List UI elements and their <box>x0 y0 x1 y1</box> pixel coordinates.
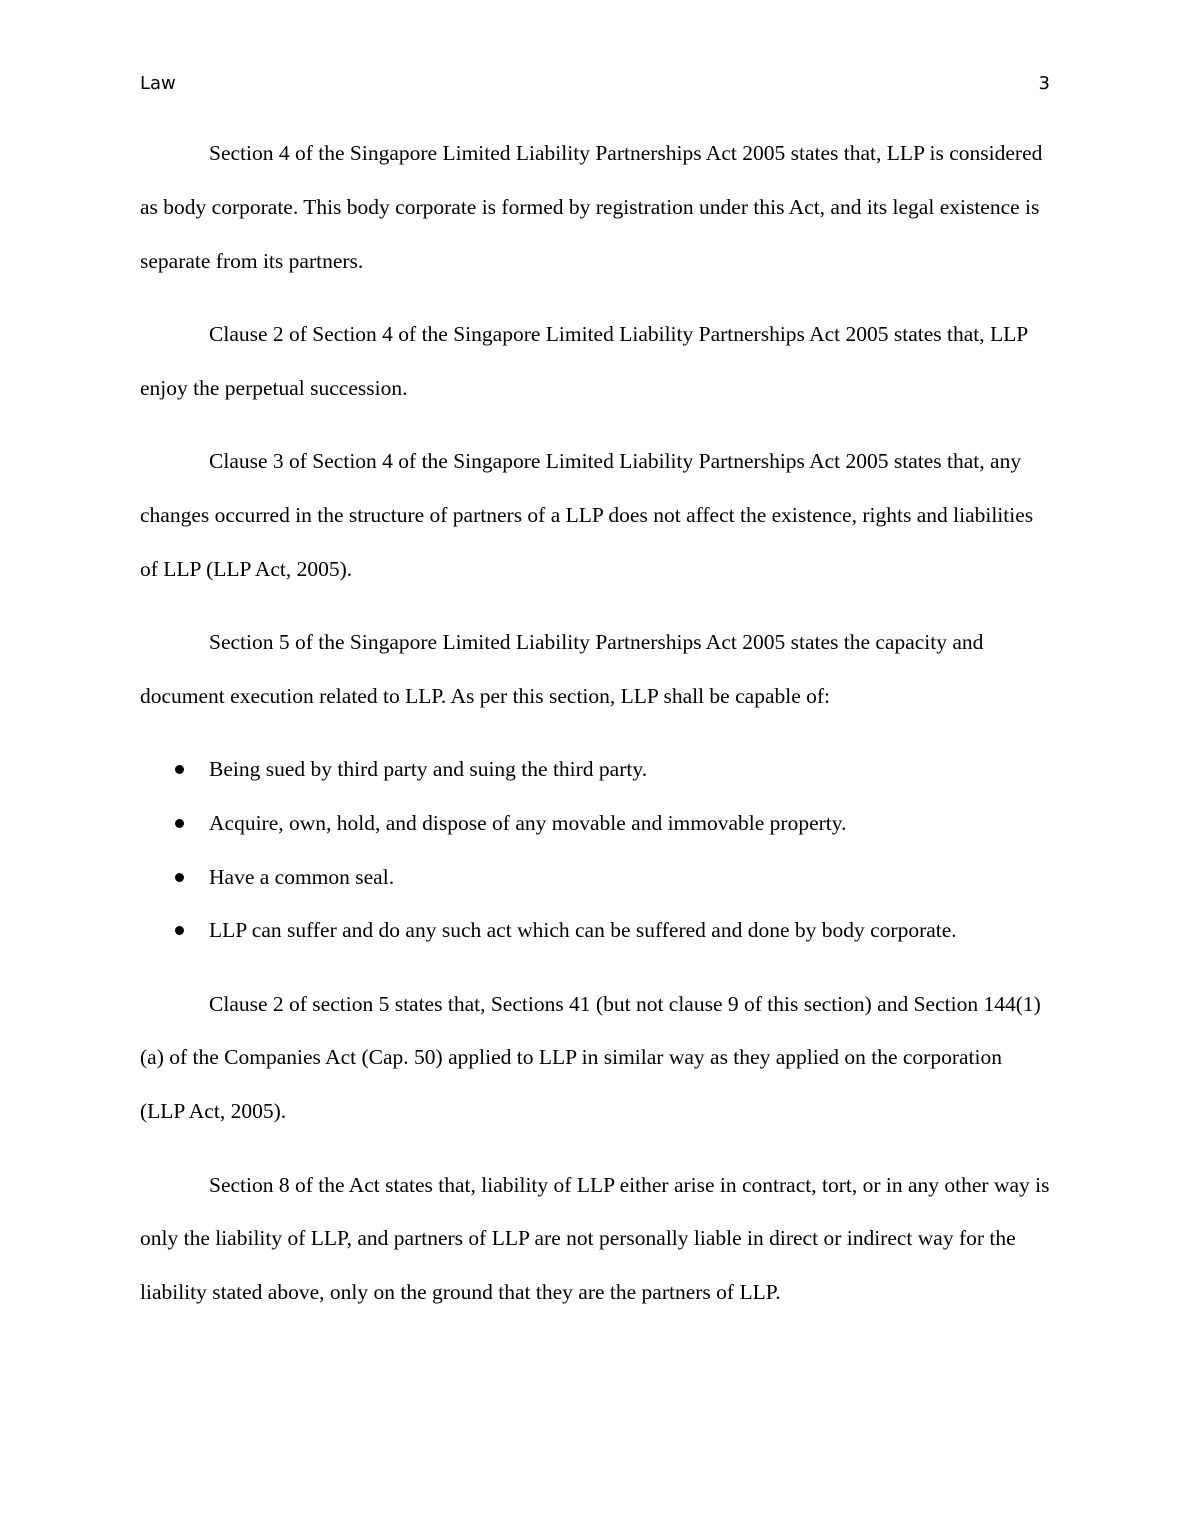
list-item <box>140 851 1050 905</box>
page-number: 3 <box>1038 73 1050 94</box>
running-head: Law <box>140 73 176 94</box>
paragraph-clause-2-section-4: Clause 2 of Section 4 of the Singapore Limited Liability Partnerships Act 2005 states that, LLP enjoy the perpetual succession. <box>140 321 1028 400</box>
bullet-icon <box>175 926 184 935</box>
document-body <box>140 127 1050 1339</box>
paragraph-clause-3-section-4: Clause 3 of Section 4 of the Singapore Limited Liability Partnerships Act 2005 states that, any changes occurred in the structure of partners of a LLP does not affect the existence, rights and liabilities of LLP (LLP Act, 2005). <box>140 448 1034 581</box>
list-item-text: Being sued by third party and suing the third party. <box>209 756 648 781</box>
list-item <box>140 743 1050 797</box>
list-item <box>140 904 1050 958</box>
list-item-text: Have a common seal. <box>209 864 395 889</box>
bullet-icon <box>175 873 184 882</box>
list-item-text: Acquire, own, hold, and dispose of any movable and immovable property. <box>209 810 847 835</box>
paragraph-section-8: Section 8 of the Act states that, liability of LLP either arise in contract, tort, or in any other way is only the liability of LLP, and partners of LLP are not personally liable in direct or indirect way for the liability stated above, only on the ground that they are the partners of LLP. <box>140 1172 1050 1305</box>
paragraph-section-4: Section 4 of the Singapore Limited Liability Partnerships Act 2005 states that, LLP is considered as body corporate. This body corporate is formed by registration under this Act, and its legal existence is separate from its partners. <box>140 141 1043 273</box>
bullet-icon <box>175 819 184 828</box>
page-header <box>140 72 1050 96</box>
list-item-text: LLP can suffer and do any such act which can be suffered and done by body corporate. <box>209 918 957 943</box>
capability-list <box>140 743 1050 958</box>
list-item <box>140 797 1050 851</box>
bullet-icon <box>175 765 184 774</box>
paragraph-clause-2-section-5: Clause 2 of section 5 states that, Sections 41 (but not clause 9 of this section) and Section 144(1) (a) of the Companies Act (Cap. 50) applied to LLP in similar way as they applied on the corporation (LLP Act, 2005). <box>140 991 1041 1124</box>
paragraph-section-5: Section 5 of the Singapore Limited Liability Partnerships Act 2005 states the capacity and document execution related to LLP. As per this section, LLP shall be capable of: <box>140 629 984 708</box>
